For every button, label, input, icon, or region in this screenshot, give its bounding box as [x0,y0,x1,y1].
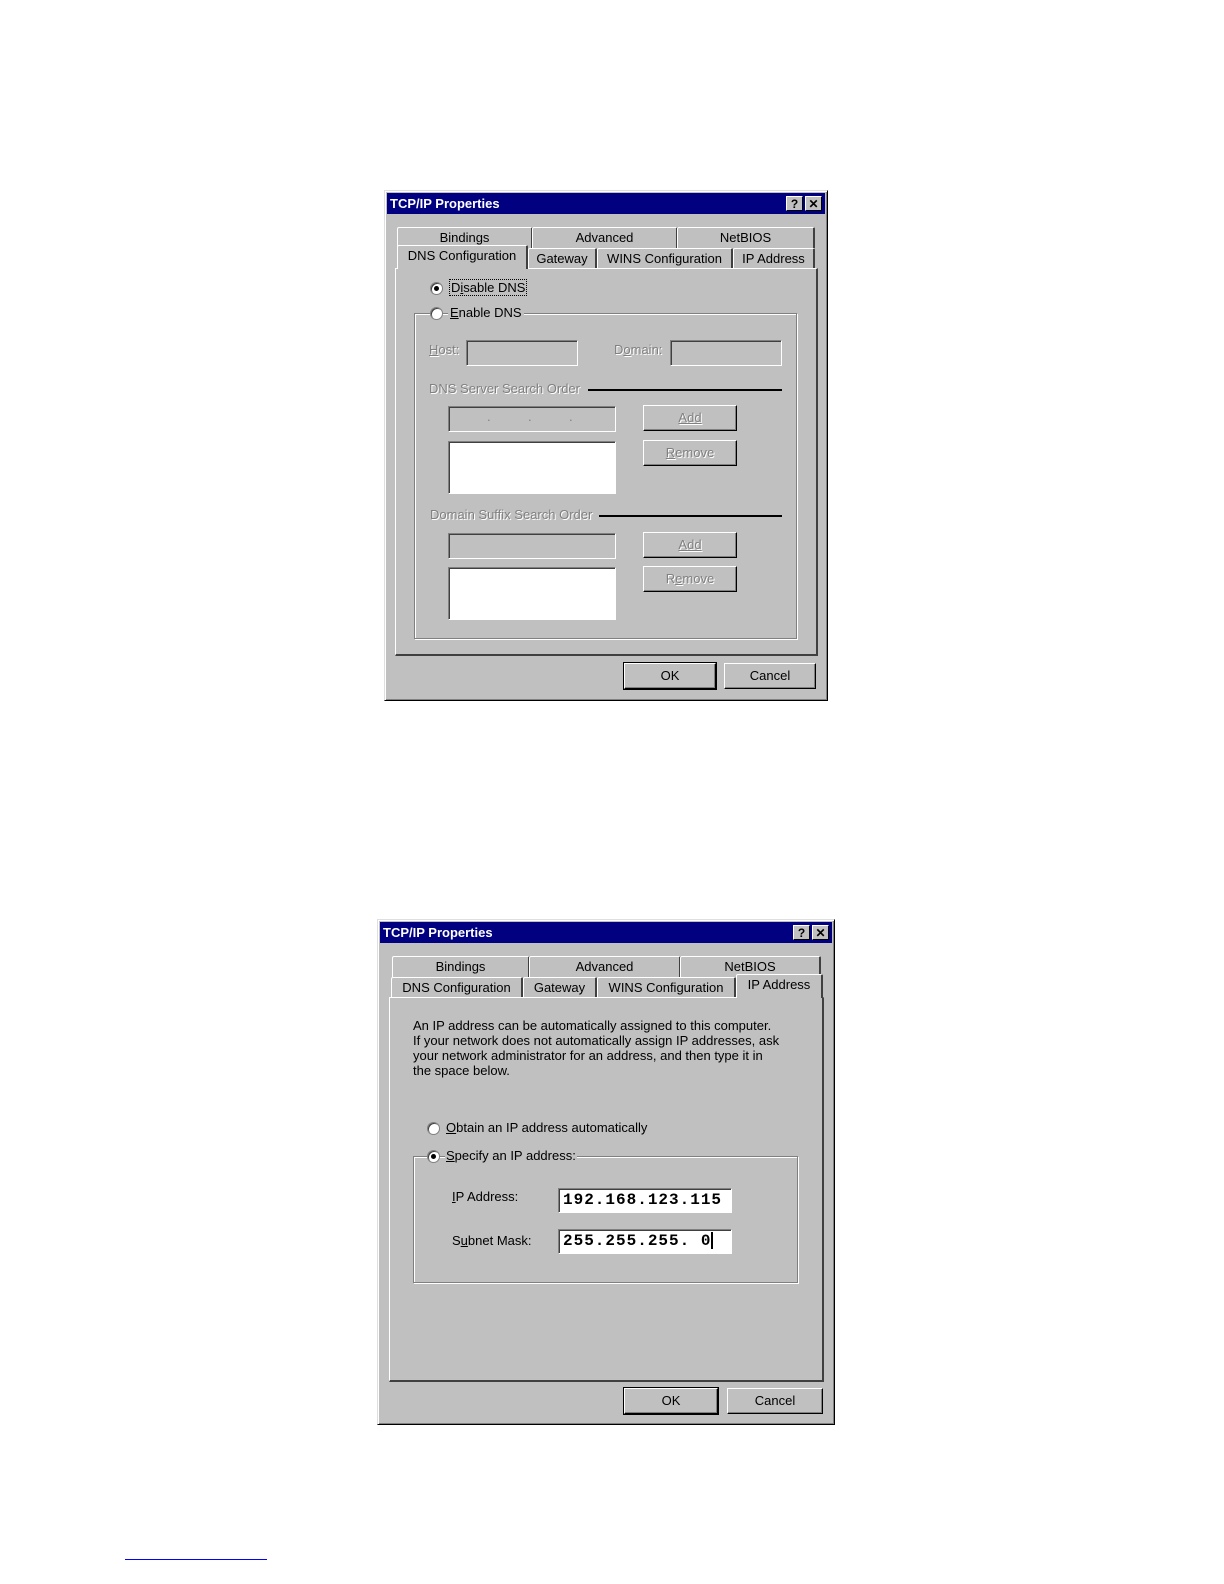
tab-ip-address[interactable]: IP Address [733,248,815,269]
cancel-button[interactable]: Cancel [727,1388,823,1414]
dns-server-list[interactable] [448,441,616,494]
text-cursor [711,1232,713,1249]
footnote-rule [125,1559,267,1560]
disable-dns-label[interactable]: Disable DNS [451,280,526,295]
title-bar [380,922,832,943]
domain-suffix-separator [599,515,782,517]
host-label: Host: [429,342,460,357]
ok-button[interactable]: OK [624,1388,718,1414]
tab-wins-configuration[interactable]: WINS Configuration [597,977,736,998]
tab-gateway[interactable]: Gateway [528,248,597,269]
tab-dns-configuration[interactable]: DNS Configuration [391,977,523,998]
domain-label: Domain: [614,342,663,357]
domain-suffix-add-button[interactable]: Add [643,532,737,558]
tab-panel [395,268,818,656]
ip-address-input[interactable]: 192.168.123.115 [558,1188,732,1213]
tab-netbios[interactable]: NetBIOS [680,956,821,977]
tab-dns-configuration[interactable]: DNS Configuration [397,245,528,269]
window-title: TCP/IP Properties [383,925,493,940]
tcpip-dialog-ip [377,919,835,1425]
dns-server-remove-button[interactable]: Remove [643,440,737,466]
enable-dns-label[interactable]: Enable DNS [450,305,522,320]
domain-suffix-list[interactable] [448,567,616,620]
tcpip-dialog-dns [384,190,828,701]
window-title: TCP/IP Properties [390,196,500,211]
specify-ip-label[interactable]: Specify an IP address: [446,1148,576,1163]
tab-bindings[interactable]: Bindings [392,956,530,977]
help-button[interactable]: ? [793,925,810,940]
ip-address-label: IP Address: [452,1189,519,1204]
tab-netbios[interactable]: NetBIOS [677,227,815,248]
title-bar [387,193,825,214]
tab-bindings[interactable]: Bindings [397,227,533,248]
specify-ip-group [413,1156,798,1283]
dns-server-search-order-label: DNS Server Search Order [429,381,580,396]
close-button[interactable]: ✕ [805,196,822,211]
tab-advanced[interactable]: Advanced [532,227,678,248]
domain-input[interactable] [670,340,782,366]
tab-gateway[interactable]: Gateway [523,977,597,998]
host-input[interactable] [466,340,578,366]
disable-dns-radio[interactable] [430,282,443,295]
specify-ip-radio[interactable] [427,1150,440,1163]
tab-panel [389,997,824,1382]
help-button[interactable]: ? [786,196,803,211]
subnet-mask-label: Subnet Mask: [452,1233,532,1248]
domain-suffix-search-order-label: Domain Suffix Search Order [430,507,593,522]
dns-server-ip-input[interactable]: . . . [448,406,616,432]
ok-button[interactable]: OK [624,663,716,689]
tab-advanced[interactable]: Advanced [529,956,681,977]
domain-suffix-input[interactable] [448,533,616,559]
enable-dns-radio[interactable] [430,307,443,320]
obtain-ip-auto-radio[interactable] [427,1122,440,1135]
close-button[interactable]: ✕ [812,925,829,940]
dns-server-add-button[interactable]: Add [643,405,737,431]
tab-wins-configuration[interactable]: WINS Configuration [597,248,733,269]
dns-server-separator [588,389,782,391]
subnet-mask-input[interactable]: 255.255.255. 0 [558,1229,732,1254]
description-text: An IP address can be automatically assigned to this computer. If your network does not automatically assign IP addresses, ask your network administrator for an address, and then type it in the space below. [413,1018,780,1078]
tab-ip-address[interactable]: IP Address [736,974,823,998]
obtain-ip-auto-label[interactable]: Obtain an IP address automatically [446,1120,648,1135]
cancel-button[interactable]: Cancel [724,663,816,689]
domain-suffix-remove-button[interactable]: Remove [643,566,737,592]
